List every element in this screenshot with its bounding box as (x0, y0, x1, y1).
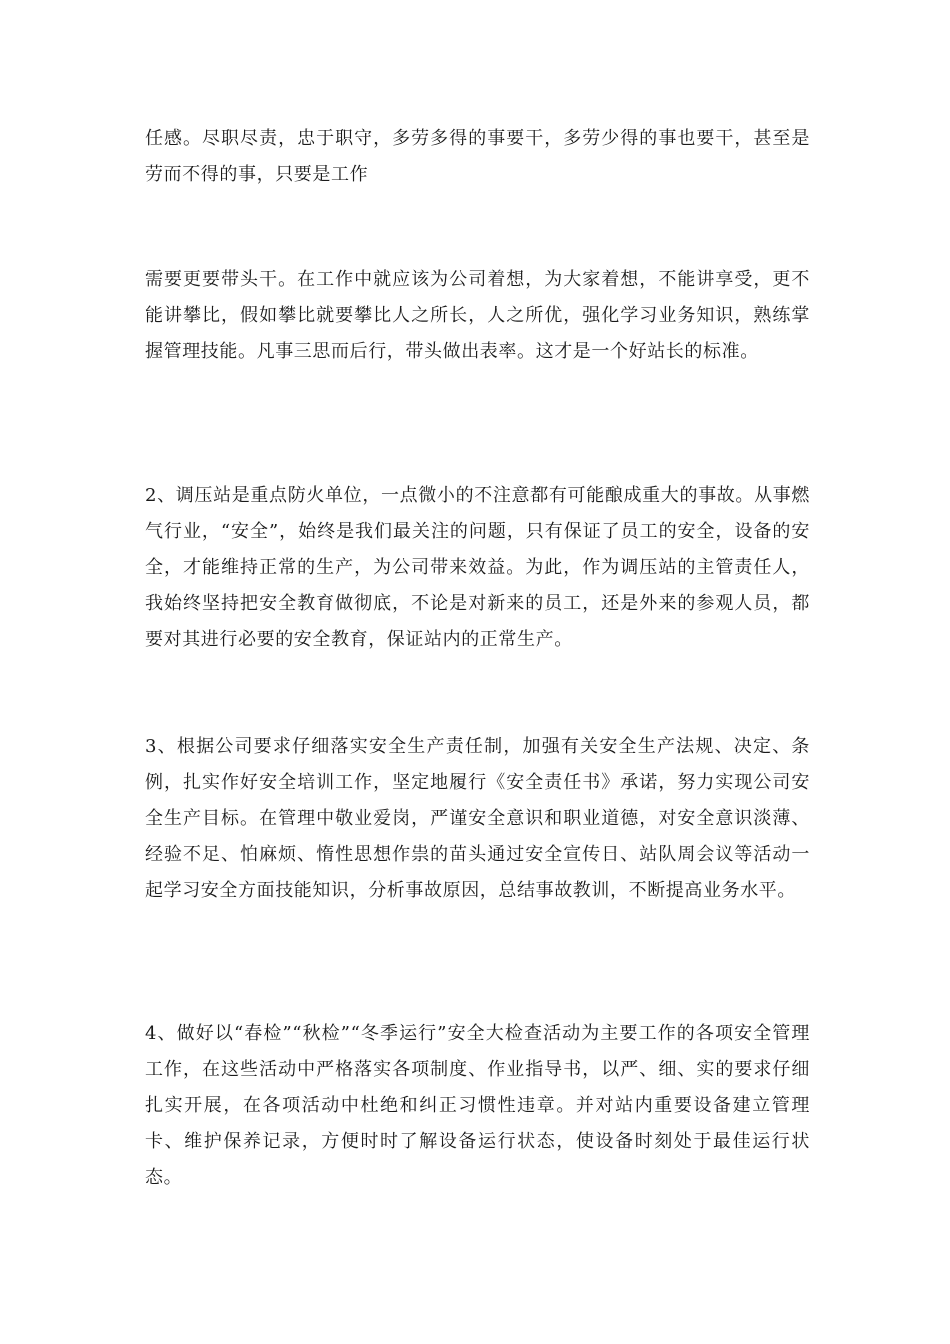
paragraph-leadership: 需要更要带头干。在工作中就应该为公司着想，为大家着想，不能讲享受，更不能讲攀比，假如攀比就要攀比人之所长，人之所优，强化学习业务知识，熟练掌握管理技能。凡事三思而后行，带头做出表率。这才是一个好站长的标准。 (145, 269, 810, 362)
paragraph-item-2: 2、调压站是重点防火单位，一点微小的不注意都有可能酿成重大的事故。从事燃气行业，“安全”，始终是我们最关注的问题，只有保证了员工的安全，设备的安全，才能维持正常的生产，为公司带来效益。为此，作为调压站的主管责任人，我始终坚持把安全教育做彻底，不论是对新来的员工，还是外来的参观人员，都要对其进行必要的安全教育，保证站内的正常生产。 (145, 485, 810, 650)
paragraph-continuation: 任感。尽职尽责，忠于职守，多劳多得的事要干，多劳少得的事也要干，甚至是劳而不得的事，只要是工作 (145, 128, 810, 185)
paragraph-item-3: 3、根据公司要求仔细落实安全生产责任制，加强有关安全生产法规、决定、条例，扎实作好安全培训工作，坚定地履行《安全责任书》承诺，努力实现公司安全生产目标。在管理中敬业爱岗，严谨安全意识和职业道德，对安全意识淡薄、经验不足、怕麻烦、惰性思想作祟的苗头通过安全宣传日、站队周会议等活动一起学习安全方面技能知识，分析事故原因，总结事故教训，不断提高业务水平。 (145, 736, 810, 901)
paragraph-item-4: 4、做好以“春检”“秋检”“冬季运行”安全大检查活动为主要工作的各项安全管理工作，在这些活动中严格落实各项制度、作业指导书，以严、细、实的要求仔细扎实开展，在各项活动中杜绝和纠正习惯性违章。并对站内重要设备建立管理卡、维护保养记录，方便时时了解设备运行状态，使设备时刻处于最佳运行状态。 (145, 1023, 810, 1188)
